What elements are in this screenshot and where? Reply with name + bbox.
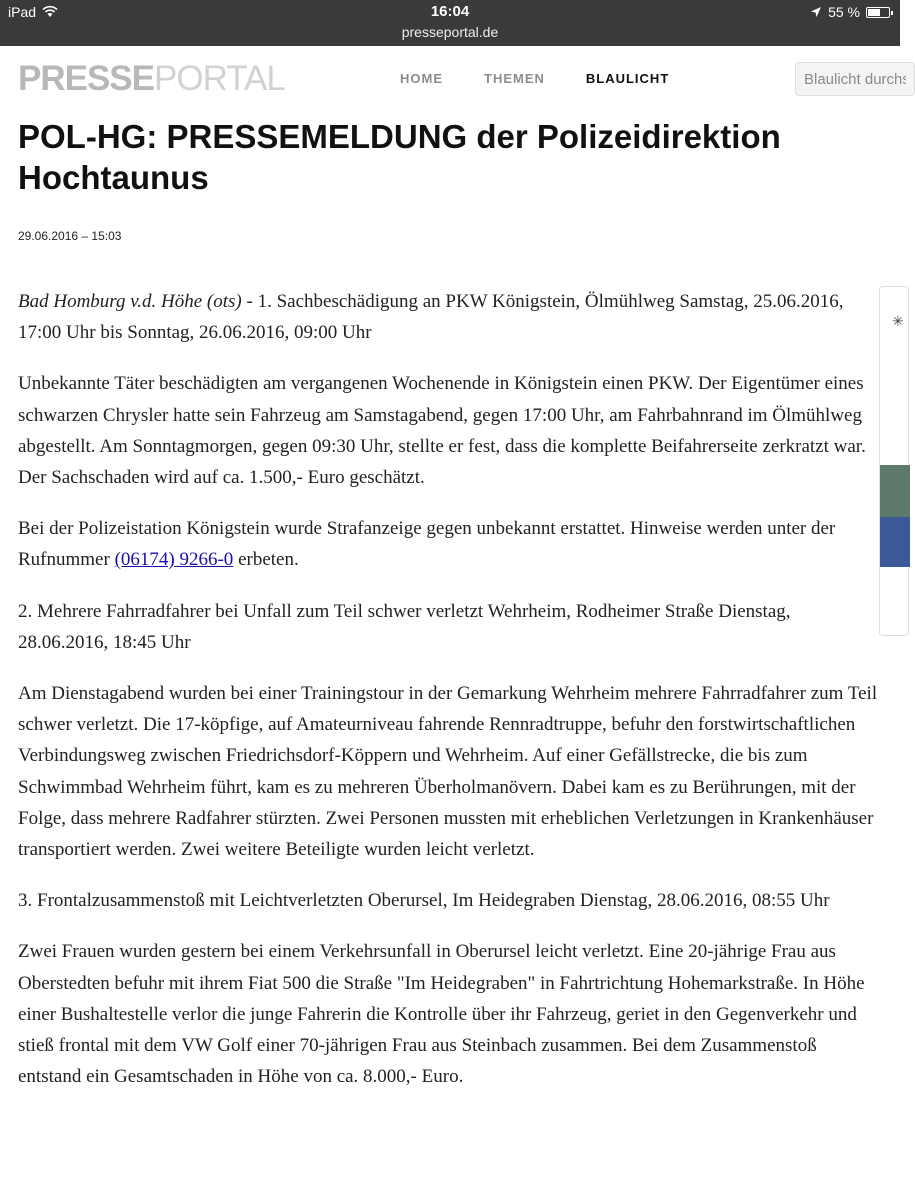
site-header bbox=[0, 46, 900, 108]
logo-part-presse: PRESSE bbox=[18, 59, 154, 98]
star-icon[interactable]: ✳ bbox=[892, 313, 904, 329]
paragraph: Zwei Frauen wurden gestern bei einem Verkehrsunfall in Oberursel leicht verletzt. Eine 20-jährige Frau aus Oberstedten befuhr mit ihrem Fiat 500 die Straße "Im Heidegraben" in Fahrtrichtung Hohemarkstraße. In Höhe einer Bushaltestelle verlor die junge Fahrerin die Kontrolle über ihr Fahrzeug, geriet in den Gegenverkehr und stieß frontal mit dem VW Golf einer 70-jährigen Frau aus Steinbach zusammen. Bei dem Zusammenstoß entstand ein Gesamtschaden in Höhe von ca. 8.000,- Euro. bbox=[18, 941, 865, 1088]
paragraph: Am Dienstagabend wurden bei einer Trainingstour in der Gemarkung Wehrheim mehrere Fahrradfahrer zum Teil schwer verletzt. Die 17-köpfige, auf Amateurniveau fahrende Rennradtruppe, befuhr den forstwirtschaftlichen Verbindungsweg zwischen Friedrichsdorf-Köppern und Wehrheim. Auf einer Gefällstrecke, die bis zum Schwimmbad Wehrheim führt, kam es zu mehreren Überholmanövern. Dabei kam es zu Berührungen, mit der Folge, dass mehrere Radfahrer stürzten. Zwei Personen mussten mit erheblichen Verletzungen in Krankenhäuser transportiert werden. Zwei weitere Beteiligte wurden leicht verletzt. bbox=[18, 683, 878, 861]
logo-part-portal: PORTAL bbox=[154, 59, 285, 98]
page-title: POL-HG: PRESSEMELDUNG der Polizeidirektion Hochtaunus bbox=[18, 118, 781, 196]
paragraph: 3. Frontalzusammenstoß mit Leichtverletzten Oberursel, Im Heidegraben Dienstag, 28.06.2016, 08:55 Uhr bbox=[18, 890, 830, 912]
paragraph bbox=[18, 286, 878, 348]
paragraph bbox=[18, 513, 878, 575]
nav-themen[interactable]: THEMEN bbox=[484, 71, 545, 86]
site-logo[interactable] bbox=[18, 60, 285, 98]
status-time: 16:04 bbox=[430, 3, 470, 20]
nav-home[interactable]: HOME bbox=[400, 71, 443, 86]
nav-blaulicht[interactable]: BLAULICHT bbox=[585, 71, 670, 86]
device-label: iPad bbox=[8, 4, 37, 20]
article-date: 29.06.2016 – 15:03 bbox=[18, 229, 122, 243]
paragraph-text: - 1. Sachbeschädigung an PKW Königstein, Ölmühlweg Samstag, 25.06.2016, 17:00 Uhr bis Sonntag, 26.06.2016, 09:00 Uhr bbox=[18, 291, 844, 344]
battery-icon bbox=[866, 7, 890, 18]
share-rail bbox=[879, 286, 909, 636]
dateline: Bad Homburg v.d. Höhe (ots) bbox=[18, 291, 242, 312]
url-bar[interactable]: presseportal.de bbox=[401, 24, 499, 40]
paragraph: 2. Mehrere Fahrradfahrer bei Unfall zum Teil schwer verletzt Wehrheim, Rodheimer Straße Dienstag, 28.06.2016, 18:45 Uhr bbox=[18, 600, 791, 653]
paragraph-text: erbeten. bbox=[233, 549, 299, 571]
main-nav bbox=[400, 71, 710, 86]
status-bar bbox=[0, 0, 900, 46]
phone-link[interactable]: (06174) 9266-0 bbox=[114, 549, 234, 571]
location-arrow-icon bbox=[810, 6, 822, 18]
paragraph-text: Bei der Polizeistation Königstein wurde Strafanzeige gegen unbekannt erstattet. Hinweise werden unter der Rufnummer bbox=[18, 518, 836, 571]
status-right bbox=[810, 4, 890, 20]
battery-fill bbox=[868, 9, 880, 16]
facebook-share-button[interactable] bbox=[880, 517, 910, 567]
share-button-green[interactable] bbox=[880, 465, 910, 517]
paragraph: Unbekannte Täter beschädigten am vergangenen Wochenende in Königstein einen PKW. Der Eigentümer eines schwarzen Chrysler hatte sein Fahrzeug am Samstagabend, gegen 17:00 Uhr, am Fahrbahnrand im Ölmühlweg abgestellt. Am Sonntagmorgen, gegen 09:30 Uhr, stellte er fest, dass die komplette Beifahrerseite zerkratzt war. Der Sachschaden wird auf ca. 1.500,- Euro geschätzt. bbox=[18, 373, 866, 489]
article-body bbox=[18, 286, 878, 1112]
search-input[interactable] bbox=[795, 62, 915, 96]
battery-percent: 55 % bbox=[828, 4, 860, 20]
